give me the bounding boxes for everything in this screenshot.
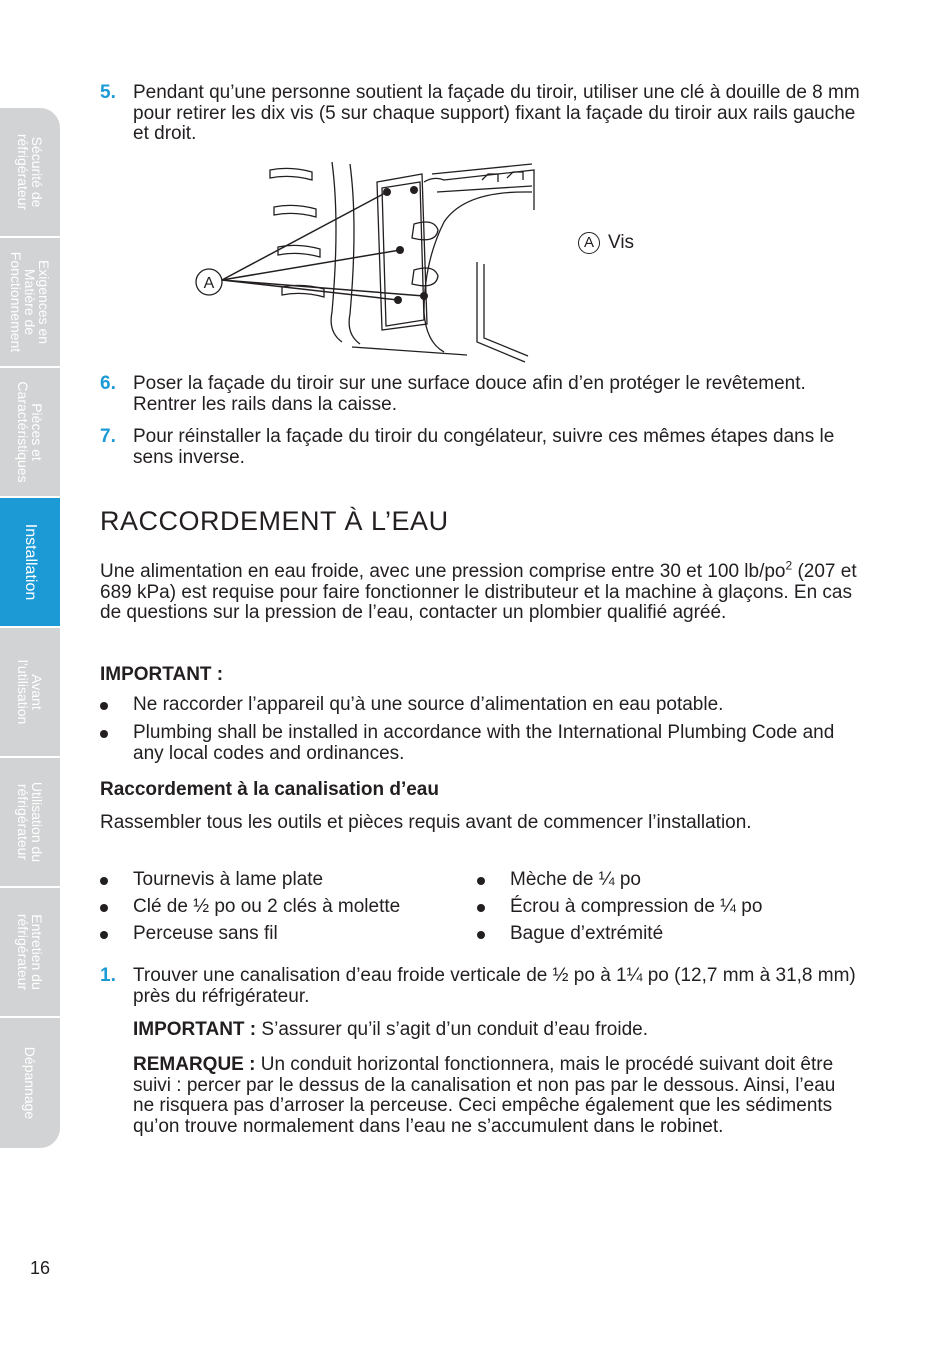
tab-label: Dépannage [22,1046,38,1120]
step-number: 7. [100,426,116,447]
tab-exigences[interactable] [0,238,60,368]
step-5 [100,83,860,145]
note-text: S’assurer qu’il s’agit d’un conduit d’eau froide. [256,1019,648,1040]
intro-part-1: Une alimentation en eau froide, avec une pression comprise entre 30 et 100 lb/po [100,561,786,582]
tool-text: Perceuse sans fil [133,923,278,944]
bullet-dot [100,702,108,710]
tool-text: Écrou à compression de ¼ po [510,896,763,917]
note-label: REMARQUE : [133,1054,256,1075]
intro-paragraph [100,558,860,624]
tool-text: Tournevis à lame plate [133,869,324,890]
bullet-dot [100,931,108,939]
legend-letter: A [578,232,600,254]
important-label: IMPORTANT : [100,664,224,685]
important-note [133,1020,860,1041]
rail-screws-drawing [192,152,542,372]
remark-note [133,1055,860,1137]
figure-legend [578,232,634,254]
step-text: Poser la façade du tiroir sur une surface douce afin d’en protéger le revêtement. Rentrer les rails dans la caisse. [133,373,806,415]
tool-item [100,897,470,918]
tab-entretien[interactable] [0,888,60,1018]
step-text: Pour réinstaller la façade du tiroir du congélateur, suivre ces mêmes étapes dans le sens inverse. [133,426,835,468]
tab-securite[interactable] [0,108,60,238]
tool-item [477,897,857,918]
step-text: Trouver une canalisation d’eau froide verticale de ½ po à 1¼ po (12,7 mm à 31,8 mm) près du réfrigérateur. [133,965,856,1007]
important-bullet [100,723,860,764]
tab-label: Utilisation du réfrigérateur [15,781,45,863]
callout-letter: A [203,275,215,292]
note-label: IMPORTANT : [133,1019,257,1040]
tab-label: Pièces et Caractéristiques [15,381,45,483]
subheading: Raccordement à la canalisation d’eau [100,779,439,800]
tool-item [477,870,857,891]
intro-part-2: (207 et 689 kPa) est requise pour faire fonctionner le distributeur et la machine à glaçons. En cas de questions sur la pression de l’eau, contacter un plombier qualifié agréé. [100,561,857,623]
bullet-text: Ne raccorder l’appareil qu’à une source d’alimentation en eau potable. [133,694,724,715]
page-number: 16 [30,1258,51,1278]
side-navigation [0,108,60,1148]
tool-text: Clé de ½ po ou 2 clés à molette [133,896,401,917]
bullet-dot [477,877,485,885]
tool-text: Bague d’extrémité [510,923,664,944]
tool-item [100,870,470,891]
note-text: Un conduit horizontal fonctionnera, mais le procédé suivant doit être suivi : percer par le dessus de la canalisation et non pas par le dessous. Ainsi, l’eau ne risquera pas d’arroser la perceuse. Ceci empêche également que les sédiments qu’on trouve normalement dans l’eau ne s’accumulent dans le robinet. [133,1054,836,1137]
drawer-rail-illustration [192,152,542,372]
tab-label: Entretien du réfrigérateur [15,913,45,991]
tab-label: Installation [22,523,39,601]
tab-utilisation[interactable] [0,758,60,888]
step-number: 5. [100,82,116,103]
bullet-dot [100,904,108,912]
step-number: 6. [100,373,116,394]
tab-label: Avant l’utilisation [15,659,45,725]
tool-item [477,924,857,945]
bullet-dot [477,904,485,912]
step-6 [100,374,860,415]
tab-installation[interactable] [0,498,60,628]
tools-intro: Rassembler tous les outils et pièces requis avant de commencer l’installation. [100,812,752,833]
tab-label: Exigences en Matière de Fonctionnement [8,251,52,353]
tab-avant-utilisation[interactable] [0,628,60,758]
tab-label: Sécurité de réfrigérateur [15,133,45,211]
step-1 [100,966,860,1007]
tab-pieces[interactable] [0,368,60,498]
important-bullet [100,695,860,716]
step-7 [100,427,860,468]
bullet-dot [100,730,108,738]
step-text: Pendant qu’une personne soutient la façade du tiroir, utiliser une clé à douille de 8 mm pour retirer les dix vis (5 sur chaque support) fixant la façade du tiroir aux rails gauche et droit. [133,82,860,144]
bullet-text: Plumbing shall be installed in accordance with the International Plumbing Code and any local codes and ordinances. [133,722,835,764]
tool-item [100,924,470,945]
tool-text: Mèche de ¼ po [510,869,641,890]
legend-text: Vis [608,232,635,254]
step-number: 1. [100,965,116,986]
tab-depannage[interactable] [0,1018,60,1148]
bullet-dot [100,877,108,885]
bullet-dot [477,931,485,939]
intro-superscript: 2 [785,558,793,573]
section-title: RACCORDEMENT À L’EAU [100,506,449,536]
